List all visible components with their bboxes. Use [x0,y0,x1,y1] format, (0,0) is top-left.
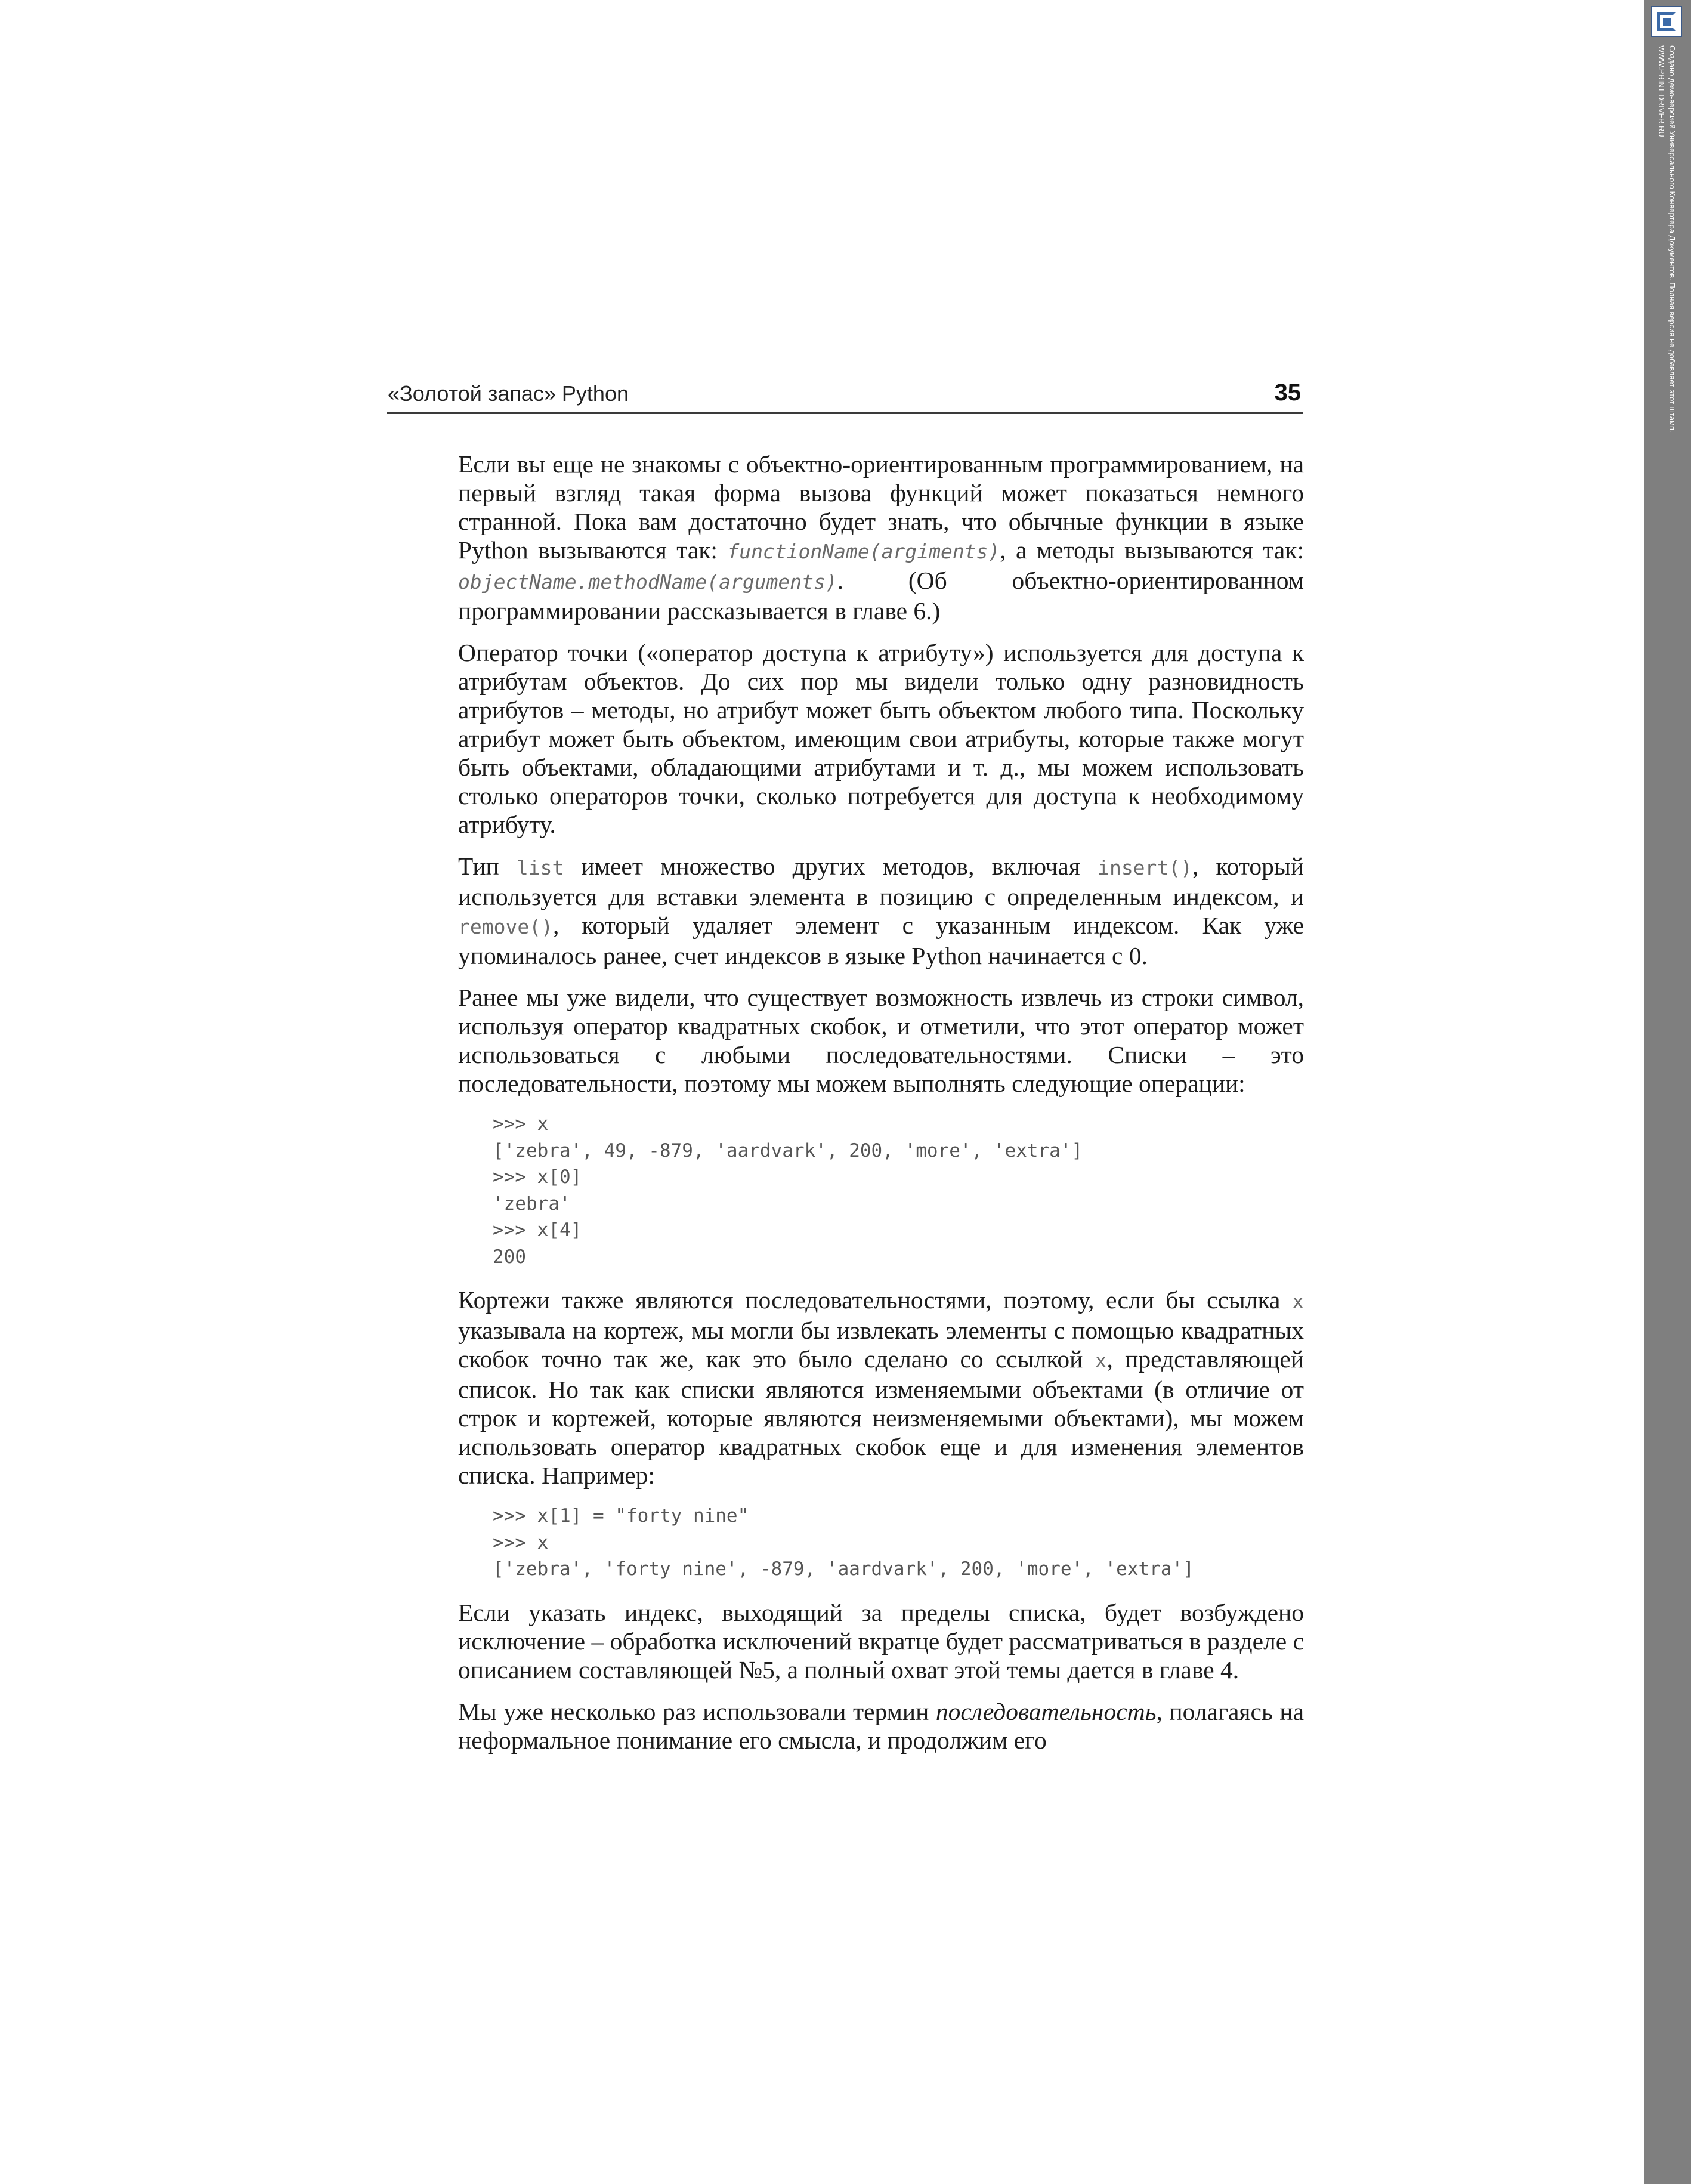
code-line: >>> x [493,1531,549,1553]
watermark-notice: Создано демо-версией Универсального Конвертера Документов. Полная версия не добавляет этот штамп. [1668,45,1677,433]
code-line: 200 [493,1246,526,1268]
inline-code: x [1292,1290,1304,1313]
running-header [387,375,1303,414]
paragraph-text: Тип [458,852,517,880]
inline-code: list [516,856,564,879]
paragraph-oop-calls [458,450,1304,625]
paragraph-text: Если вы еще не знакомы с объектно-ориентированным программированием, на первый взгляд такая форма вызова функций может показаться немного странной. Пока вам достаточно будет знать, что обычные функции в языке Python вызываются так: [458,450,1304,564]
inline-code: functionName(argiments) [727,540,1000,563]
code-line: >>> x[0] [493,1166,582,1188]
paragraph-text: , полагаясь на неформальное понимание его смысла, и продолжим его [458,1697,1304,1754]
code-example-assignment [493,1503,1304,1583]
code-line: ['zebra', 49, -879, 'aardvark', 200, 'more', 'extra'] [493,1139,1083,1161]
inline-code: x [1095,1349,1107,1372]
paragraph-list-methods [458,852,1304,970]
paragraph-index-error: Если указать индекс, выходящий за пределы списка, будет возбуждено исключение – обработка исключений вкратце будет рассматриваться в разделе с описанием составляющей №5, а полный охват этой темы дается в главе 4. [458,1598,1304,1683]
paragraph-text: указывала на кортеж, мы могли бы извлекать элементы с помощью квадратных скобок точно так же, как это было сделано со ссылкой [458,1317,1304,1373]
paragraph-sequence-term [458,1697,1304,1754]
paragraph-tuples [458,1286,1304,1490]
paragraph-text: Кортежи также являются последовательностями, поэтому, если бы ссылка [458,1286,1293,1314]
paragraph-text: , а методы вызываются так: [1000,536,1304,564]
paragraph-text: , который удаляет элемент с указанным индексом. Как уже упоминалось ранее, счет индексов в языке Python начинается с 0. [458,912,1304,969]
paragraph-text: имеет множество других методов, включая [564,852,1098,880]
code-line: >>> x[4] [493,1219,582,1241]
code-line: >>> x [493,1113,549,1135]
main-text [458,450,1304,1768]
paragraph-text: . (Об объектно-ориентированном программировании рассказывается в главе 6.) [458,567,1304,625]
running-header-title: «Золотой запас» Python [388,381,629,406]
page-number: 35 [1274,379,1301,406]
watermark-text [1655,45,1681,642]
code-line: ['zebra', 'forty nine', -879, 'aardvark', 200, 'more', 'extra'] [493,1558,1194,1580]
watermark-url[interactable]: WWW.PRINT-DRIVER.RU [1657,45,1666,137]
inline-code: remove() [458,915,553,938]
inline-code: insert() [1098,856,1193,879]
paragraph-dot-operator: Оператор точки («оператор доступа к атрибуту») используется для доступа к атрибутам объектов. До сих пор мы видели только одну разновидность атрибутов – методы, но атрибут может быть объектом любого типа. Поскольку атрибут может быть объектом, имеющим свои атрибуты, которые также могут быть объектами, обладающими атрибутами и т. д., мы можем использовать столько операторов точки, сколько потребуется для доступа к необходимому атрибуту. [458,639,1304,838]
paragraph-sequence-ops: Ранее мы уже видели, что существует возможность извлечь из строки символ, используя оператор квадратных скобок, и отметили, что этот оператор может использоваться с любыми последовательностями. Списки – это последовательности, поэтому мы можем выполнять следующие операции: [458,984,1304,1097]
paragraph-text: , который используется для вставки элемента в позицию с определенным индексом, и [458,852,1304,910]
inline-code: objectName.methodName(arguments) [458,570,837,594]
code-example-indexing [493,1111,1304,1270]
code-line: >>> x[1] = "forty nine" [493,1505,749,1527]
code-line: 'zebra' [493,1193,571,1215]
paragraph-text: , представляющей список. Но так как списки являются изменяемыми объектами (в отличие от строк и кортежей, которые являются неизменяемыми объектами), мы можем использовать оператор квадратных скобок еще и для изменения элементов списка. Например: [458,1345,1304,1489]
print-driver-logo-icon[interactable] [1651,6,1682,37]
emphasized-term: последовательность [935,1697,1157,1725]
paragraph-text: Мы уже несколько раз использовали термин [458,1697,936,1725]
